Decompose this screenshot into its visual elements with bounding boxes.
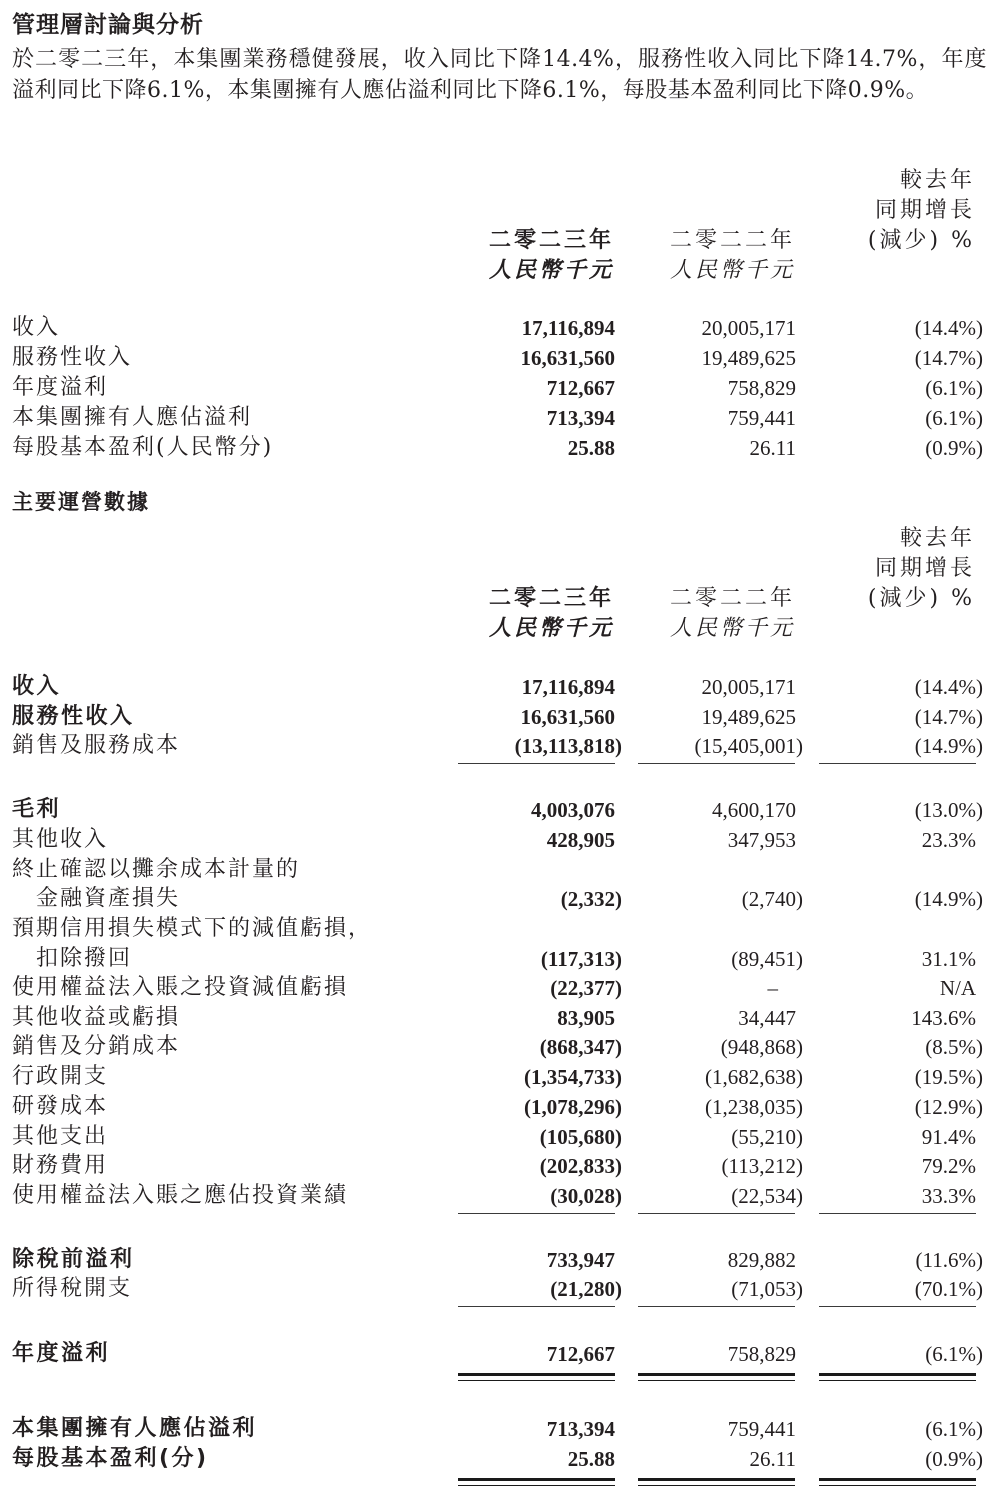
subtotal-rule <box>819 1213 976 1214</box>
table-row: 收入 17,116,894 20,005,171 (14.4%) <box>12 315 983 340</box>
total-double-rule <box>458 1373 615 1381</box>
intro-paragraph: 於二零二三年，本集團業務穩健發展，收入同比下降14.4%，服務性收入同比下降14.7%，年度溢利同比下降6.1%，本集團擁有人應佔溢利同比下降6.1%，每股基本盈利同比下降0.9%。 <box>12 47 987 103</box>
table-row: 終止確認以攤余成本計量的 <box>12 857 301 882</box>
table-row: 預期信用損失模式下的減值虧損， <box>12 916 373 941</box>
prior-year-header: 二零二二年 人民幣千元 <box>669 586 795 641</box>
total-double-rule <box>819 1478 976 1486</box>
table-row-continuation: 扣除撥回 (117,313) (89,451) 31.1% <box>36 946 976 971</box>
total-double-rule <box>638 1373 795 1381</box>
subtotal-rule <box>638 1306 795 1307</box>
subtotal-rule <box>638 763 795 764</box>
table-row: 服務性收入 16,631,560 19,489,625 (14.7%) <box>12 704 983 729</box>
table-row: 本集團擁有人應佔溢利 713,394 759,441 (6.1%) <box>12 405 983 430</box>
table-row: 年度溢利 712,667 758,829 (6.1%) <box>12 1341 983 1366</box>
table-row: 研發成本 (1,078,296) (1,238,035) (12.9%) <box>12 1094 983 1119</box>
subtotal-rule <box>458 763 615 764</box>
change-column-header: 較去年 同期增長 (減少) % <box>867 526 975 611</box>
table-row: 其他收益或虧損 83,905 34,447 143.6% <box>12 1005 976 1030</box>
table-row: 使用權益法入賬之投資減值虧損 (22,377) – N/A <box>12 975 976 1000</box>
subtotal-rule <box>458 1306 615 1307</box>
table-row: 本集團擁有人應佔溢利 713,394 759,441 (6.1%) <box>12 1416 983 1441</box>
subtotal-rule <box>819 1306 976 1307</box>
table-row: 每股基本盈利(分) 25.88 26.11 (0.9%) <box>12 1446 983 1471</box>
total-double-rule <box>819 1373 976 1381</box>
table-row: 其他支出 (105,680) (55,210) 91.4% <box>12 1124 976 1149</box>
prior-year-header: 二零二二年 人民幣千元 <box>669 228 795 283</box>
current-year-header: 二零二三年 人民幣千元 <box>488 228 614 283</box>
table-row: 行政開支 (1,354,733) (1,682,638) (19.5%) <box>12 1064 983 1089</box>
current-year-header: 二零二三年 人民幣千元 <box>488 586 614 641</box>
table-row: 其他收入 428,905 347,953 23.3% <box>12 827 976 852</box>
table-row: 所得稅開支 (21,280) (71,053) (70.1%) <box>12 1276 983 1301</box>
table-row: 銷售及分銷成本 (868,347) (948,868) (8.5%) <box>12 1034 983 1059</box>
total-double-rule <box>458 1478 615 1486</box>
total-double-rule <box>638 1478 795 1486</box>
table-row: 財務費用 (202,833) (113,212) 79.2% <box>12 1153 976 1178</box>
table-row: 服務性收入 16,631,560 19,489,625 (14.7%) <box>12 345 983 370</box>
subtotal-rule <box>458 1213 615 1214</box>
table-row: 除稅前溢利 733,947 829,882 (11.6%) <box>12 1247 983 1272</box>
table-row: 每股基本盈利(人民幣分) 25.88 26.11 (0.9%) <box>12 435 983 460</box>
subtotal-rule <box>819 763 976 764</box>
change-column-header: 較去年 同期增長 (減少) % <box>867 168 975 253</box>
subtotal-rule <box>638 1213 795 1214</box>
section-title: 主要運營數據 <box>12 490 150 514</box>
table-row: 使用權益法入賬之應佔投資業績 (30,028) (22,534) 33.3% <box>12 1183 976 1208</box>
page-title: 管理層討論與分析 <box>12 12 204 38</box>
table-row: 銷售及服務成本 (13,113,818) (15,405,001) (14.9%) <box>12 733 983 758</box>
table-row: 毛利 4,003,076 4,600,170 (13.0%) <box>12 797 983 822</box>
table-row: 收入 17,116,894 20,005,171 (14.4%) <box>12 674 983 699</box>
table-row: 年度溢利 712,667 758,829 (6.1%) <box>12 375 983 400</box>
table-row-continuation: 金融資產損失 (2,332) (2,740) (14.9%) <box>36 886 983 911</box>
